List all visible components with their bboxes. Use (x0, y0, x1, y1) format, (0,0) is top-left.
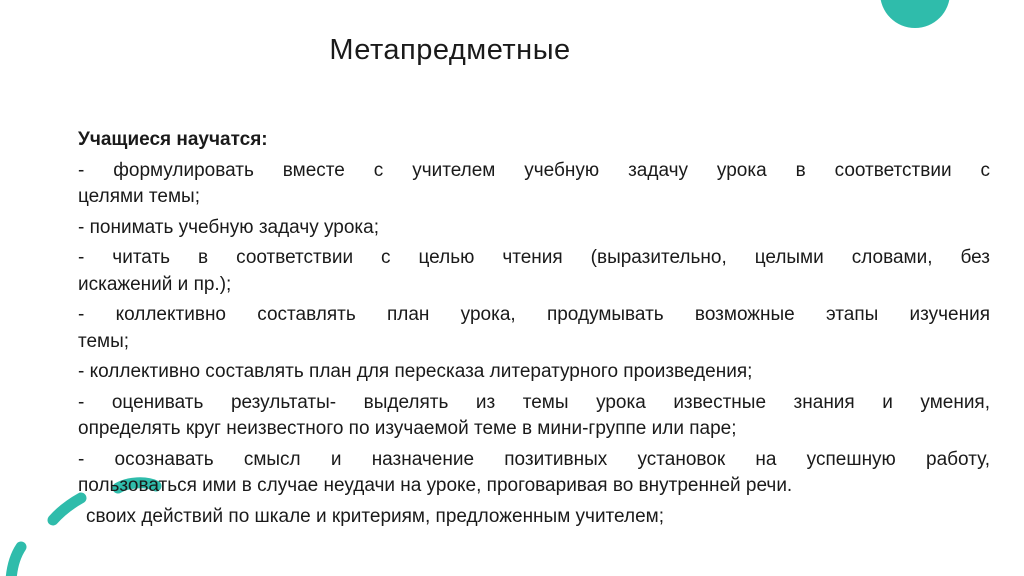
paragraph-line: - осознавать смысл и назначение позитивных установок на успешную работу, (78, 448, 990, 470)
slide-body-text (78, 127, 990, 534)
paragraph-line: - формулировать вместе с учителем учебную задачу урока в соответствии с (78, 159, 990, 181)
slide-title: Метапредметные (329, 34, 571, 66)
paragraph-line: - понимать учебную задачу урока; (78, 216, 380, 238)
paragraph-line: - коллективно составлять план урока, продумывать возможные этапы изучения (78, 304, 990, 325)
bullet-paragraph (78, 359, 990, 386)
bullet-paragraph (78, 447, 990, 500)
bullet-paragraph (78, 390, 990, 443)
bullet-paragraph (78, 302, 990, 355)
paragraph-line: определять круг неизвестного по изучаемой теме в мини-группе или паре; (78, 418, 737, 439)
paragraph-line: пользоваться ими в случае неудачи на уроке, проговаривая во внутренней речи. (78, 475, 793, 496)
paragraph-line: - читать в соответствии с целью чтения (выразительно, целыми словами, без (78, 247, 990, 268)
paragraph-line: - оценивать результаты- выделять из темы урока известные знания и умения, (78, 391, 990, 413)
paragraph-line: темы; (78, 330, 130, 352)
bullet-paragraph (78, 158, 990, 211)
paragraph-line: целями темы; (78, 186, 200, 207)
body-heading: Учащиеся научатся: (78, 129, 268, 150)
teal-circle-icon (880, 0, 950, 28)
paragraph-line: - коллективно составлять план для пересказа литературного произведения; (78, 361, 753, 382)
paragraph-line: своих действий по шкале и критериям, предложенным учителем; (86, 505, 664, 527)
arc-dash-2 (53, 498, 81, 520)
bullet-paragraph (78, 215, 990, 242)
bullet-paragraph (78, 245, 990, 298)
bullet-paragraph (78, 504, 990, 531)
paragraph-line: искажений и пр.); (78, 273, 232, 295)
arc-dash-3 (11, 547, 21, 576)
